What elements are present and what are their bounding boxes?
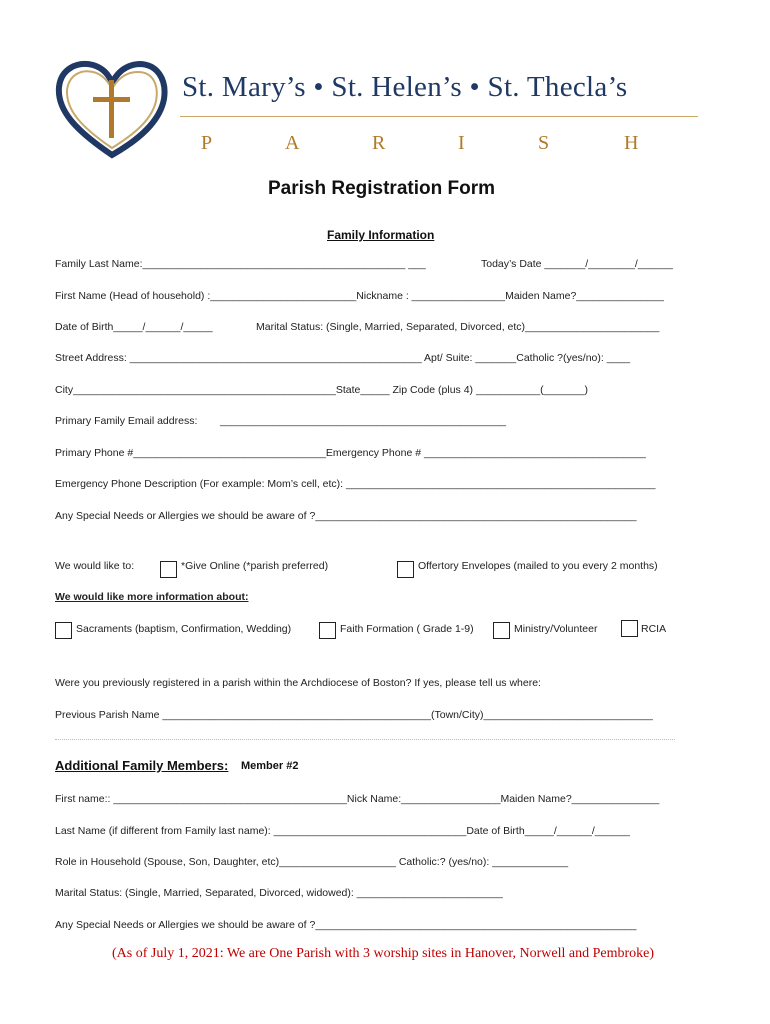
parish-heart-cross-logo xyxy=(55,55,170,160)
family-info-heading: Family Information xyxy=(327,228,435,242)
give-online-checkbox[interactable] xyxy=(160,561,177,578)
faith-formation-label: Faith Formation ( Grade 1-9) xyxy=(340,623,474,635)
previous-parish-field[interactable]: Previous Parish Name ______________________________________________(Town/City)_____________________________ xyxy=(55,709,653,721)
head-of-household-name-field[interactable]: First Name (Head of household) :_________________________Nickname : ________________Maiden Name?_______________ xyxy=(55,290,664,302)
parish-letter-a: A xyxy=(285,132,300,154)
member-last-name-field[interactable]: Last Name (if different from Family last name): _________________________________Date of Birth_____/______/______ xyxy=(55,825,630,837)
one-parish-notice: (As of July 1, 2021: We are One Parish with 3 worship sites in Hanover, Norwell and Pembroke) xyxy=(112,946,655,961)
parish-letter-s: S xyxy=(538,132,550,154)
city-state-zip-field[interactable]: City_____________________________________________State_____ Zip Code (plus 4) ___________(_______) xyxy=(55,384,589,396)
form-title: Parish Registration Form xyxy=(268,178,495,199)
email-label: Primary Family Email address: xyxy=(55,415,198,427)
member-role-field[interactable]: Role in Household (Spouse, Son, Daughter, etc)____________________ Catholic:? (yes/no): _____________ xyxy=(55,856,569,868)
rcia-label: RCIA xyxy=(641,623,667,635)
give-online-label: *Give Online (*parish preferred) xyxy=(181,560,329,572)
emergency-phone-description-field[interactable]: Emergency Phone Description (For example: Mom’s cell, etc): _____________________________________________________ xyxy=(55,478,656,490)
additional-members-heading: Additional Family Members: xyxy=(55,758,229,773)
member-first-name-field[interactable]: First name:: ________________________________________Nick Name:_________________Maiden Name?_______________ xyxy=(55,793,660,805)
section-divider xyxy=(55,739,675,740)
ministry-volunteer-checkbox[interactable] xyxy=(493,622,510,639)
marital-status-field[interactable]: Marital Status: (Single, Married, Separated, Divorced, etc)_______________________ xyxy=(256,321,660,333)
logo-divider xyxy=(180,116,698,117)
offertory-envelopes-checkbox[interactable] xyxy=(397,561,414,578)
ministry-volunteer-label: Ministry/Volunteer xyxy=(514,623,598,635)
parish-letter-p: P xyxy=(201,132,213,154)
family-last-name-field[interactable]: Family Last Name:_____________________________________________ ___ xyxy=(55,258,426,270)
street-address-field[interactable]: Street Address: __________________________________________________ Apt/ Suite: _______Catholic ?(yes/no): ____ xyxy=(55,352,631,364)
todays-date-field[interactable]: Today’s Date _______/________/______ xyxy=(481,258,673,270)
parish-letter-i: I xyxy=(458,132,465,154)
phone-fields[interactable]: Primary Phone #_________________________________Emergency Phone # ______________________________________ xyxy=(55,447,646,459)
rcia-checkbox[interactable] xyxy=(621,620,638,637)
parish-letter-r: R xyxy=(372,132,386,154)
member-special-needs-field[interactable]: Any Special Needs or Allergies we should be aware of ?_______________________________________________________ xyxy=(55,919,637,931)
sacraments-label: Sacraments (baptism, Confirmation, Wedding) xyxy=(76,623,292,635)
parish-letter-h: H xyxy=(624,132,639,154)
special-needs-field[interactable]: Any Special Needs or Allergies we should be aware of ?_______________________________________________________ xyxy=(55,510,637,522)
member-number-label: Member #2 xyxy=(241,760,299,772)
would-like-label: We would like to: xyxy=(55,560,135,572)
email-field[interactable]: _________________________________________________ xyxy=(220,415,507,427)
member-marital-status-field[interactable]: Marital Status: (Single, Married, Separated, Divorced, widowed): _________________________ xyxy=(55,887,503,899)
date-of-birth-field[interactable]: Date of Birth_____/______/_____ xyxy=(55,321,213,333)
parish-names-title: St. Mary’s • St. Helen’s • St. Thecla’s xyxy=(182,71,628,103)
sacraments-checkbox[interactable] xyxy=(55,622,72,639)
more-info-heading: We would like more information about: xyxy=(55,591,249,603)
offertory-envelopes-label: Offertory Envelopes (mailed to you every 2 months) xyxy=(418,560,658,572)
previously-registered-question: Were you previously registered in a parish within the Archdiocese of Boston? If yes, please tell us where: xyxy=(55,677,541,689)
faith-formation-checkbox[interactable] xyxy=(319,622,336,639)
